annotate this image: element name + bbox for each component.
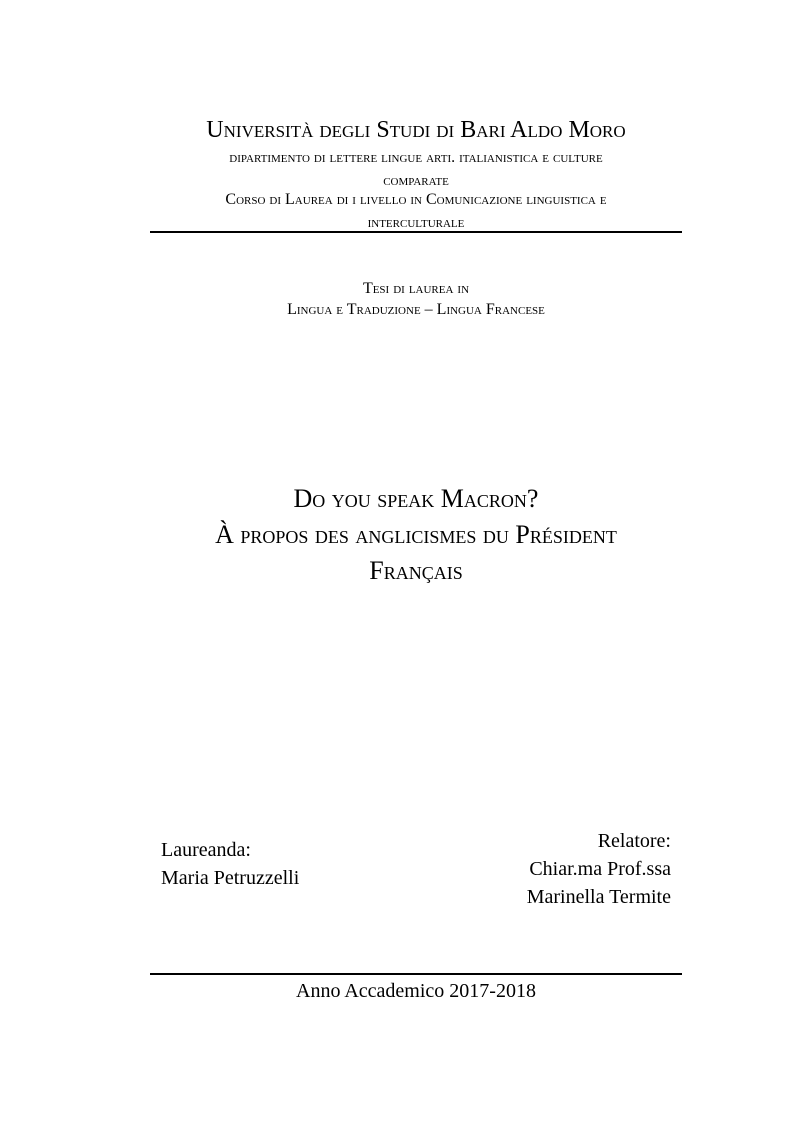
title-line: Français <box>369 556 463 585</box>
department-line: dipartimento di lettere lingue arti. italianistica e culture <box>229 149 603 166</box>
academic-year: Anno Accademico 2017-2018 <box>296 980 536 1002</box>
department-line: comparate <box>383 172 449 189</box>
thesis-info <box>150 278 682 320</box>
thesis-subject: Lingua e Traduzione – Lingua Francese <box>287 301 545 318</box>
supervisor-label: Relatore: <box>597 830 671 852</box>
supervisor-title: Chiar.ma Prof.ssa <box>529 858 671 880</box>
thesis-title <box>150 481 682 589</box>
supervisor-block <box>527 827 671 911</box>
header-divider <box>150 231 682 233</box>
thesis-type: Tesi di laurea in <box>362 280 470 297</box>
course-name <box>150 188 682 234</box>
course-line: interculturale <box>367 214 465 231</box>
supervisor-name: Marinella Termite <box>526 886 671 908</box>
title-line: À propos des anglicismes du Président <box>215 520 617 549</box>
university-name: Università degli Studi di Bari Aldo Moro <box>206 117 626 143</box>
footer-divider <box>150 973 682 975</box>
candidate-name: Maria Petruzzelli <box>161 867 300 889</box>
candidate-label: Laureanda: <box>161 839 251 861</box>
department-name <box>150 146 682 192</box>
title-line: Do you speak Macron? <box>293 484 539 513</box>
candidate-block <box>161 836 299 892</box>
course-line: Corso di Laurea di i livello in Comunicazione linguistica e <box>225 191 607 208</box>
